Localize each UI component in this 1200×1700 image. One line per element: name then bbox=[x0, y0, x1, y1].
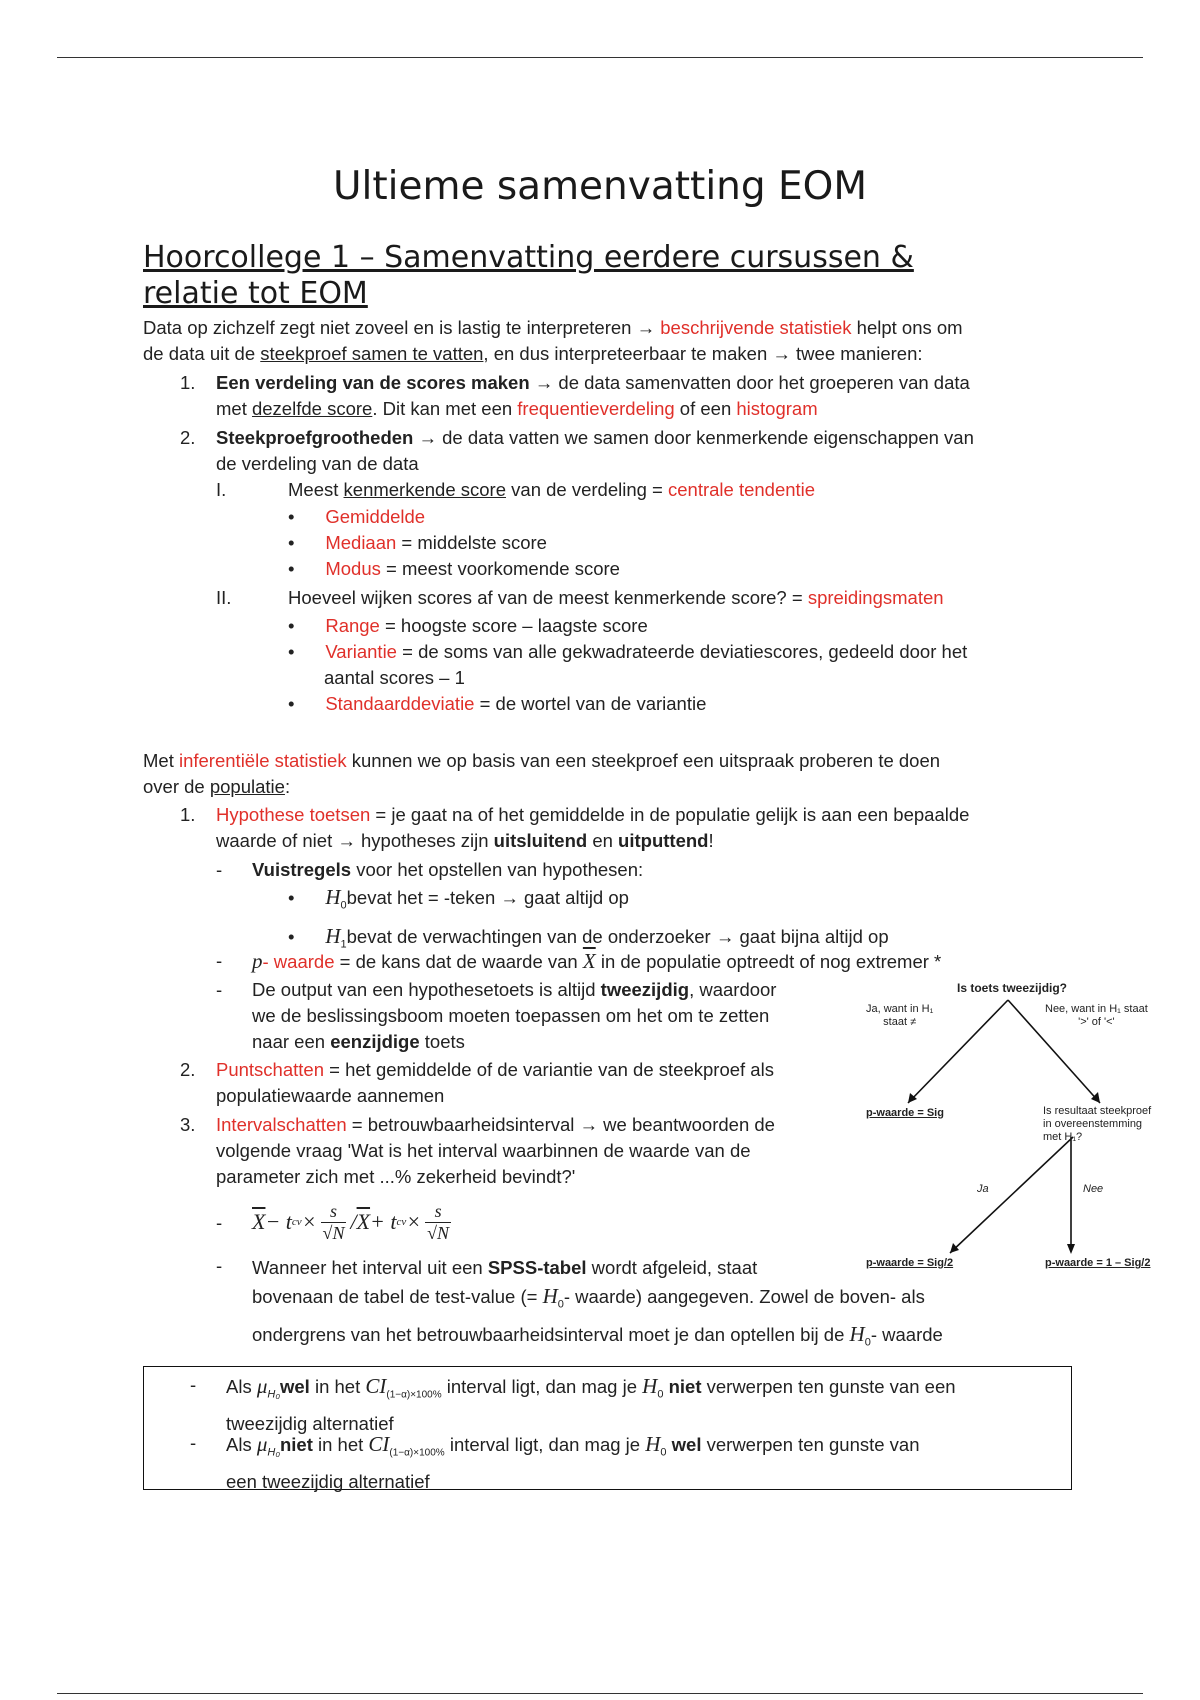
top-rule bbox=[57, 57, 1143, 58]
flow-no-label: Nee bbox=[1083, 1183, 1104, 1195]
bullet-list: • Range = hoogste score – laagste score • Variantie = de soms van alle gekwadrateerde deviatiescores, gedeeld door het aantal scores – 1 • Standaarddeviatie = de wortel van de variantie bbox=[288, 615, 968, 714]
dash-item: - bbox=[216, 859, 223, 880]
dash-item: - bbox=[216, 979, 223, 1000]
list-item-text: Puntschatten = het gemiddelde of de variantie van de steekproef als populatiewaarde aannemen bbox=[216, 1059, 774, 1106]
hypothesis-bullets: • $H_0bevat$ het = -teken → gaat altijd op • $H_1bevat$ de verwachtingen van de onderzoeker → gaat bijna altijd op bbox=[288, 885, 889, 951]
flow-yes-label: Ja bbox=[977, 1183, 989, 1195]
list-item-text: Intervalschatten = betrouwbaarheidsinterval → we beantwoorden de volgende vraag 'Wat is het interval waarbinnen de waarde van de parameter zich met ...% zekerheid bevindt?' bbox=[216, 1114, 775, 1187]
dash-item: - bbox=[190, 1374, 197, 1395]
sublist-text: Meest kenmerkende score van de verdeling = centrale tendentie bbox=[288, 479, 816, 500]
flow-left-label: Ja, want in H₁ staat ≠ bbox=[866, 1003, 934, 1028]
dash-item: - bbox=[190, 1432, 197, 1453]
inference-paragraph: Met inferentiële statistiek kunnen we op basis van een steekproef een uitspraak proberen te doen over de populatie: bbox=[143, 750, 941, 797]
dash-item-text: Wanneer het interval uit een SPSS-tabel wordt afgeleid, staat bovenaan de tabel de test-value (= $H_0-$ waarde) aangegeven. Zowel de boven- als ondergrens van het betrouwbaarheidsinterval moet je dan optellen bij de $H_0-$ waarde bbox=[252, 1257, 943, 1349]
sublist-text: Hoeveel wijken scores af van de meest kenmerkende score? = spreidingsmaten bbox=[288, 587, 944, 608]
dash-item-text: De output van een hypothesetoets is altijd tweezijdig, waardoor we de beslissingsboom moeten toepassen om het om te zetten naar een eenzijdige toets bbox=[252, 979, 777, 1052]
section-heading: Hoorcollege 1 – Samenvatting eerdere cursussen & relatie tot EOM bbox=[143, 240, 914, 311]
rule-text: Als $\mu_{H_0}wel$ in het $CI_{(1-\alpha)\times 100\%}$ interval ligt, dan mag je $H_0$ niet verwerpen ten gunste van een tweezijdig alternatief bbox=[226, 1374, 956, 1434]
dash-item: - bbox=[216, 1255, 223, 1276]
confidence-interval-formula: $\overline{X}$ − t cv × $\frac{s}{√N}$ / $\overline{X}$ + t cv × $\frac{s}{√N}$ bbox=[252, 1200, 450, 1243]
flow-question: Is toets tweezijdig? bbox=[957, 981, 1068, 995]
roman-numeral: I. bbox=[216, 479, 227, 500]
flow-right-label: Nee, want in H₁ staat '>' of '<' bbox=[1045, 1003, 1148, 1028]
bullet-list: • Gemiddelde • Mediaan = middelste score • Modus = meest voorkomende score bbox=[288, 506, 620, 579]
list-item: 1. bbox=[180, 372, 196, 393]
list-item: 1. bbox=[180, 804, 196, 825]
rule-text: Als $\mu_{H_0}niet$ in het $CI_{(1-\alpha)\times 100\%}$ interval ligt, dan mag je $H_0$ wel verwerpen ten gunste van een tweezijdig alternatief bbox=[226, 1432, 920, 1492]
list-item-text: Een verdeling van de scores maken → de data samenvatten door het groeperen van data met dezelfde score. Dit kan met een frequentieverdeling of een histogram bbox=[216, 372, 970, 419]
flow-result-complement: p-waarde = 1 – Sig/2 bbox=[1045, 1257, 1151, 1269]
list-item: 3. bbox=[180, 1114, 196, 1135]
dash-item: - bbox=[216, 950, 223, 971]
flow-question-2: Is resultaat steekproef in overeenstemming met H₁? bbox=[1043, 1105, 1152, 1143]
flow-result-sig: p-waarde = Sig bbox=[866, 1107, 944, 1119]
list-item: 2. bbox=[180, 427, 196, 448]
roman-numeral: II. bbox=[216, 587, 232, 608]
flow-result-half: p-waarde = Sig/2 bbox=[866, 1257, 954, 1269]
list-item-text: Steekproefgrootheden → de data vatten we samen door kenmerkende eigenschappen van de verdeling van de data bbox=[216, 427, 974, 474]
dash-item-text: Vuistregels voor het opstellen van hypothesen: bbox=[252, 859, 644, 880]
intro-paragraph: Data op zichzelf zegt niet zoveel en is lastig te interpreteren → beschrijvende statistiek helpt ons om de data uit de steekproef samen te vatten, en dus interpreteerbaar te maken → twee manieren: bbox=[143, 317, 963, 364]
dash-item: - bbox=[216, 1212, 223, 1233]
dash-item-text: p- waarde = de kans dat de waarde van $\overline{X}$ in de populatie optreedt of nog extremer * bbox=[252, 949, 942, 973]
list-item: 2. bbox=[180, 1059, 196, 1080]
bottom-rule bbox=[57, 1693, 1143, 1694]
list-item-text: Hypothese toetsen = je gaat na of het gemiddelde in de populatie gelijk is aan een bepaalde waarde of niet → hypotheses zijn uitsluitend en uitputtend! bbox=[216, 804, 970, 851]
page-title: Ultieme samenvatting EOM bbox=[332, 164, 868, 209]
